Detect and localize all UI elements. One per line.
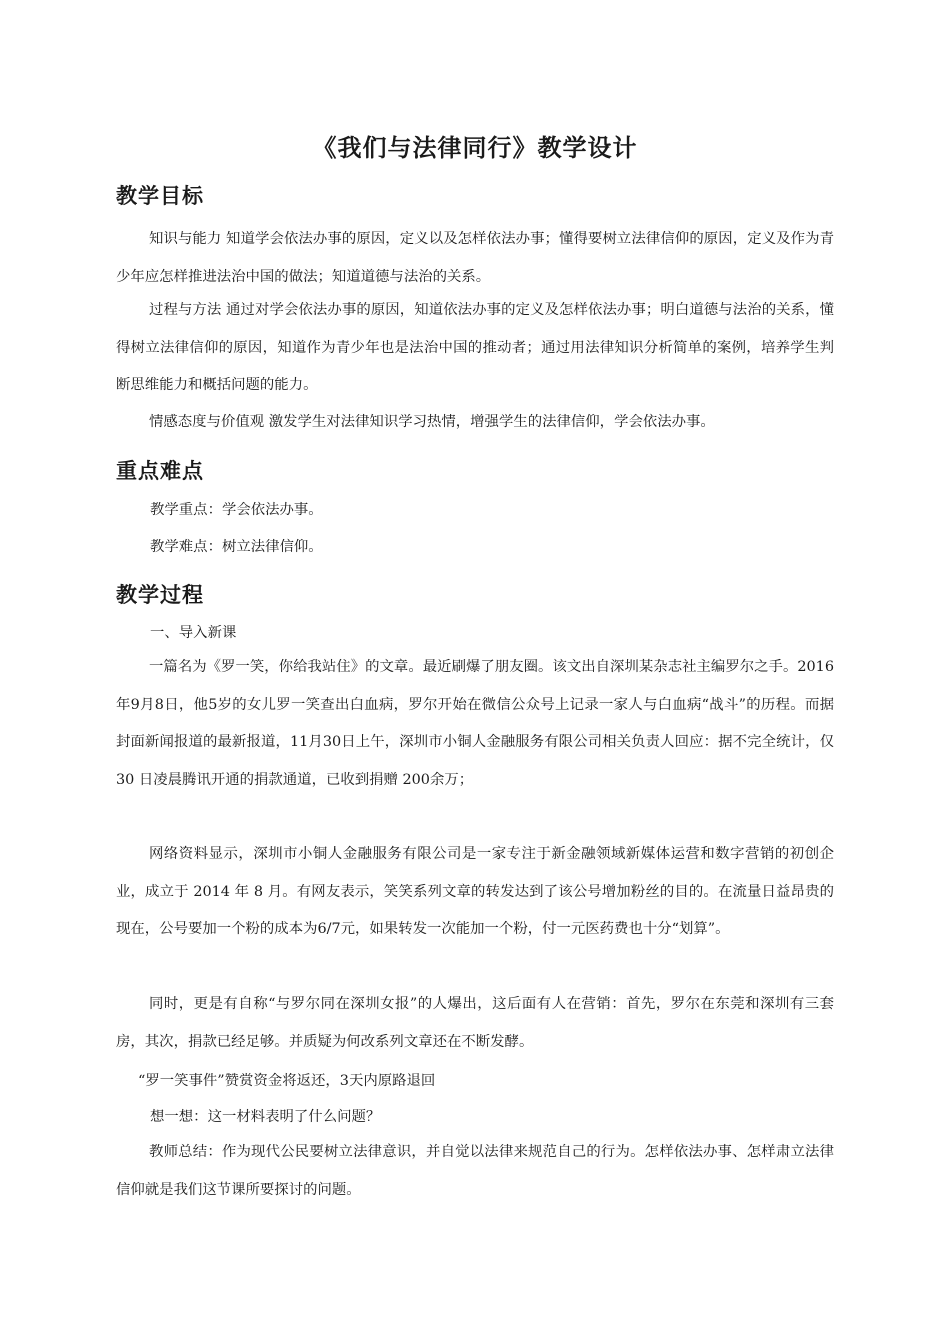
objective-knowledge: 知识与能力 知道学会依法办事的原因，定义以及怎样依法办事；懂得要树立法律信仰的原因，定义及作为青少年应怎样推进法治中国的做法；知道道德与法治的关系。 — [116, 231, 834, 285]
step-intro: 一、导入新课 — [150, 625, 237, 641]
section-heading-process: 教学过程 — [116, 583, 204, 607]
difficult-point: 教学难点：树立法律信仰。 — [150, 539, 323, 555]
objective-emotion: 情感态度与价值观 激发学生对法律知识学习热情，增强学生的法律信仰，学会依法办事。 — [149, 414, 715, 430]
news-line: “罗一笑事件”赞赏资金将返还，3天内原路退回 — [138, 1073, 436, 1089]
paragraph-marketing: 同时，更是有自称“与罗尔同在深圳女报”的人爆出，这后面有人在营销：首先，罗尔在东莞和深圳有三套房，其次，捐款已经足够。并质疑为何改系列文章还在不断发酵。 — [116, 996, 834, 1050]
section-heading-key-points: 重点难点 — [116, 459, 204, 483]
paragraph-company: 网络资料显示，深圳市小铜人金融服务有限公司是一家专注于新金融领域新媒体运营和数字营销的初创企业，成立于 2014 年 8 月。有网友表示，笑笑系列文章的转发达到了该公号增加粉丝的目的。在流量日益昂贵的现在，公号要加一个粉的成本为6/7元，如果转发一次能加一个粉，付一元医药费也十分“划算”。 — [116, 846, 834, 937]
document-title: 《我们与法律同行》教学设计 — [312, 134, 638, 162]
section-heading-objectives: 教学目标 — [116, 184, 204, 208]
paragraph-story: 一篇名为《罗一笑，你给我站住》的文章。最近刷爆了朋友圈。该文出自深圳某杂志社主编罗尔之手。2016年9月8日，他5岁的女儿罗一笑查出白血病，罗尔开始在微信公众号上记录一家人与白血病“战斗”的历程。而据封面新闻报道的最新报道，11月30日上午，深圳市小铜人金融服务有限公司相关负责人回应：据不完全统计，仅 30 日凌晨腾讯开通的捐款通道，已收到捐赠 200余万； — [116, 659, 834, 788]
teacher-summary: 教师总结：作为现代公民要树立法律意识，并自觉以法律来规范自己的行为。怎样依法办事、怎样肃立法律信仰就是我们这节课所要探讨的问题。 — [116, 1144, 834, 1198]
key-point: 教学重点：学会依法办事。 — [150, 502, 323, 518]
question-line: 想一想：这一材料表明了什么问题？ — [150, 1109, 381, 1125]
objective-process: 过程与方法 通过对学会依法办事的原因，知道依法办事的定义及怎样依法办事；明白道德与法治的关系，懂得树立法律信仰的原因，知道作为青少年也是法治中国的推动者；通过用法律知识分析简单的案例，培养学生判断思维能力和概括问题的能力。 — [116, 302, 834, 393]
